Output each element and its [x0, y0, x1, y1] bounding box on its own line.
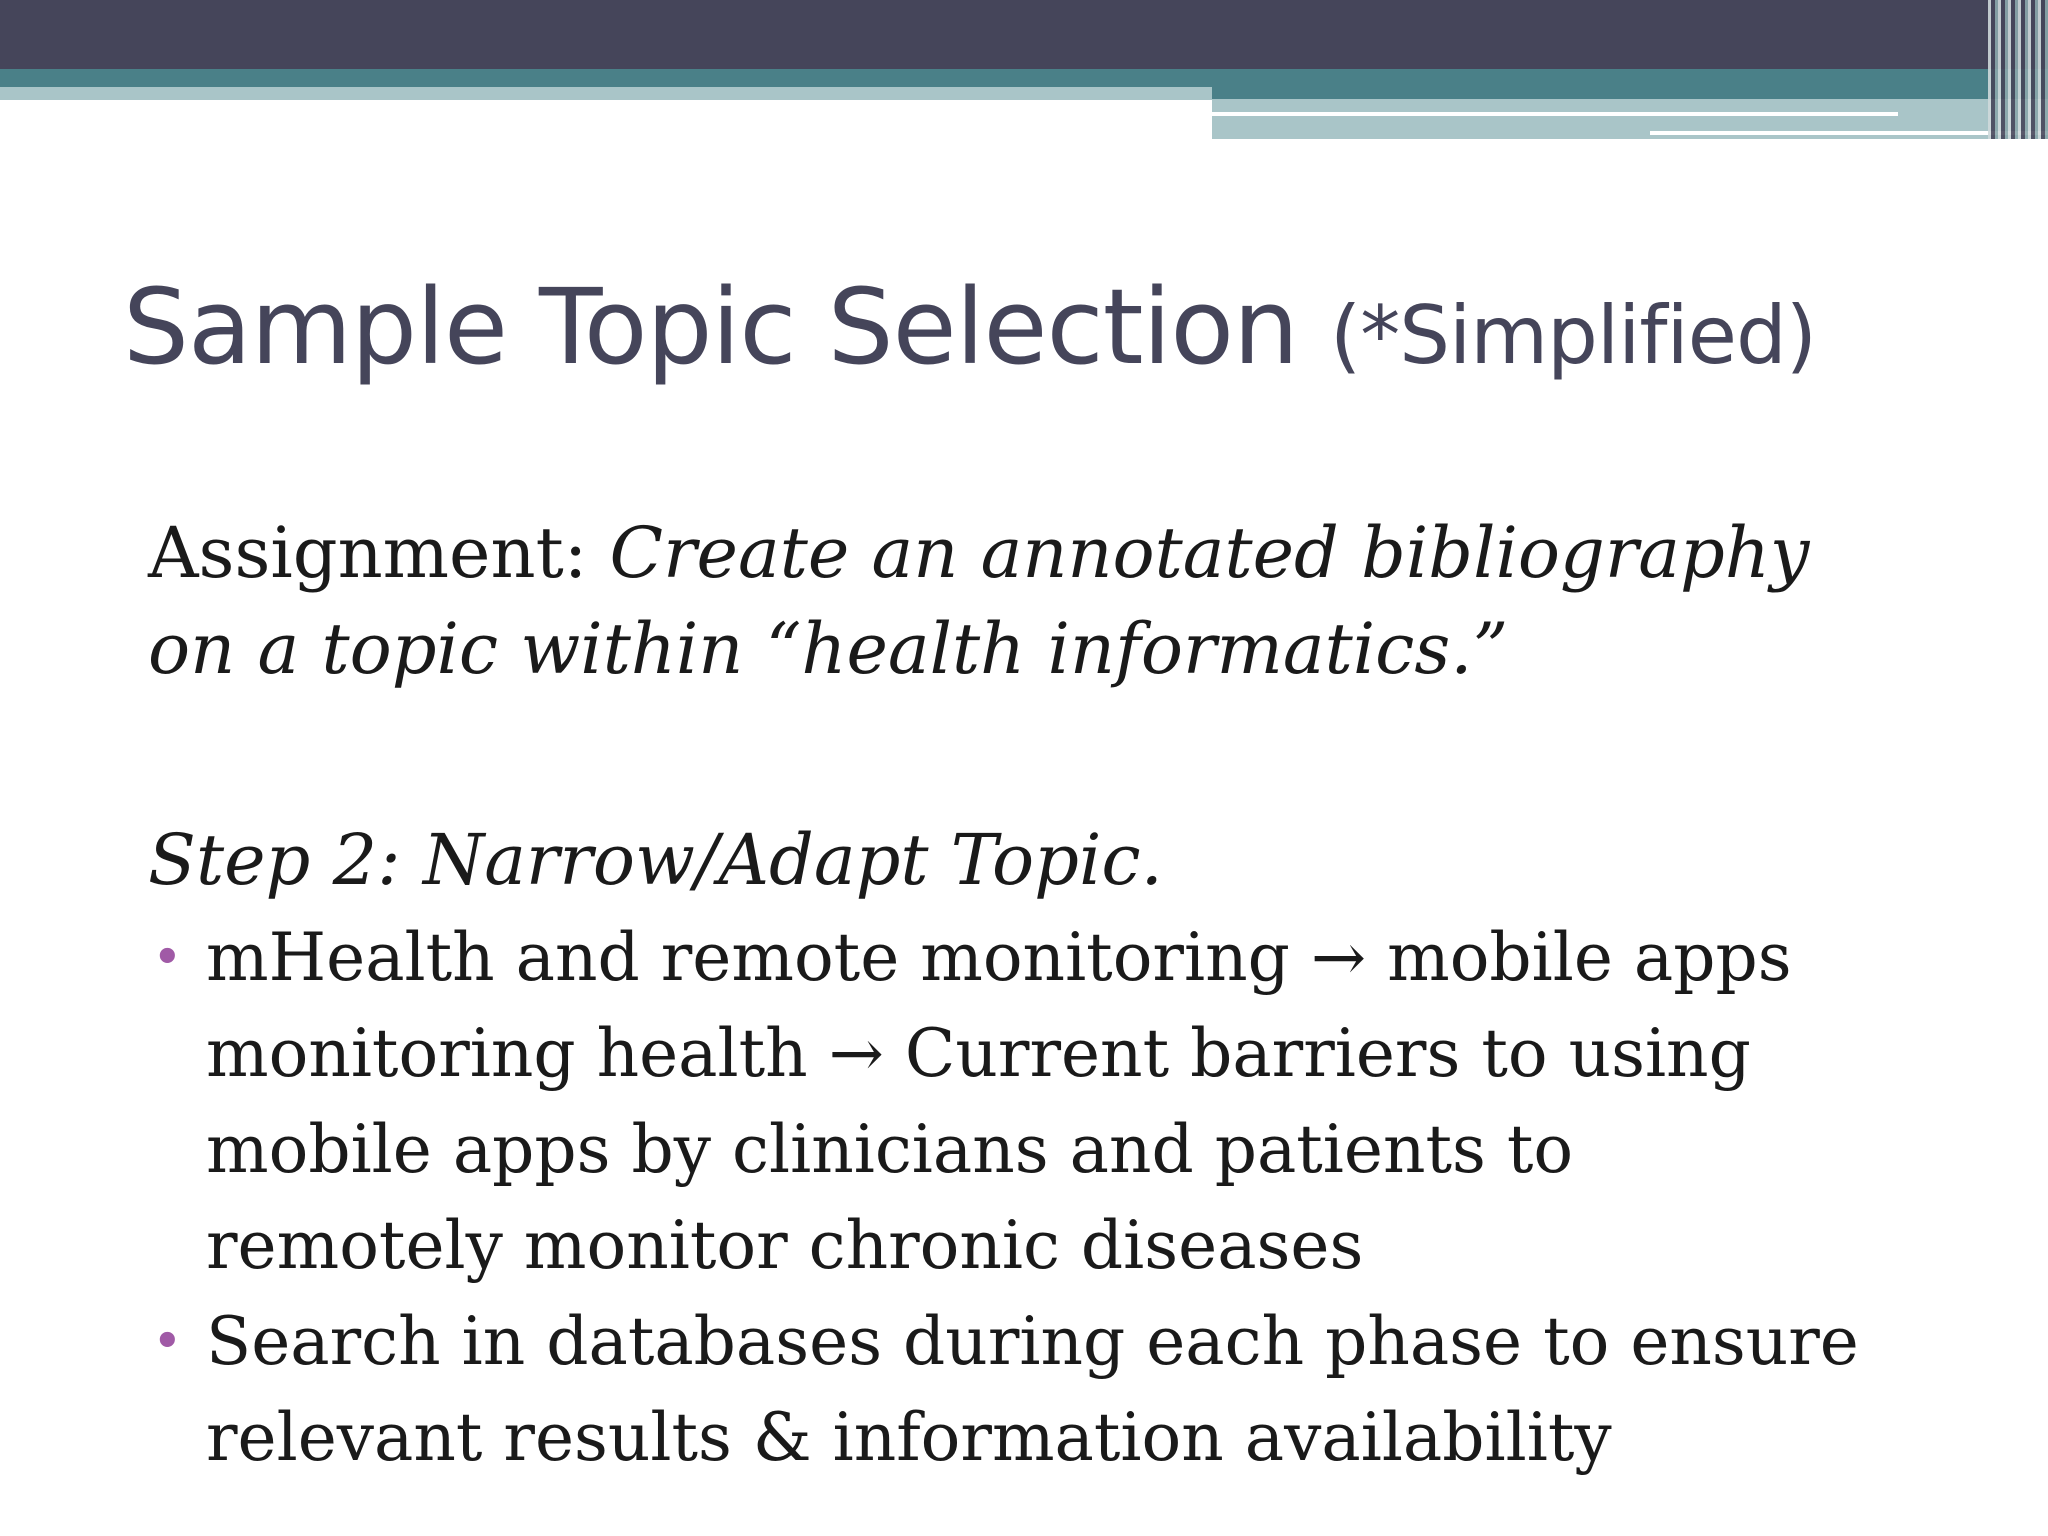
- bullet-marker: •: [152, 928, 183, 988]
- header-accent-line: [1212, 112, 1898, 116]
- bullet-line: monitoring health → Current barriers to using: [206, 1015, 1751, 1092]
- bullet-line: mHealth and remote monitoring → mobile apps: [206, 919, 1792, 996]
- slide-title-suffix: (*Simplified): [1329, 289, 1816, 382]
- bullet-line: Search in databases during each phase to ensure: [206, 1303, 1859, 1380]
- slide-title: [123, 262, 1816, 401]
- assignment-line-1: [148, 505, 1809, 601]
- bullet-marker: •: [152, 1312, 183, 1372]
- assignment-description-cont: on a topic within “health informatics.”: [148, 608, 1509, 690]
- assignment-description: Create an annotated bibliography: [609, 512, 1810, 594]
- bullet-list: [148, 910, 1859, 1486]
- bullet-line: relevant results & information availability: [206, 1399, 1612, 1476]
- header-edge-stripes: [1988, 0, 2048, 139]
- list-item: [148, 910, 1859, 1294]
- step-heading: Step 2: Narrow/Adapt Topic.: [148, 819, 1163, 901]
- header-light-bar-left: [0, 87, 1212, 100]
- assignment-line-2: [148, 601, 1809, 697]
- assignment-text: [148, 505, 1809, 697]
- bullet-line: remotely monitor chronic diseases: [206, 1207, 1364, 1284]
- bullet-line: mobile apps by clinicians and patients to: [206, 1111, 1574, 1188]
- header-teal-bar-right: [1212, 87, 2048, 99]
- assignment-label: Assignment:: [148, 512, 610, 594]
- header-teal-bar: [0, 69, 2048, 87]
- slide-title-main: Sample Topic Selection: [123, 266, 1298, 388]
- list-item: [148, 1294, 1859, 1486]
- header-dark-bar: [0, 0, 2048, 69]
